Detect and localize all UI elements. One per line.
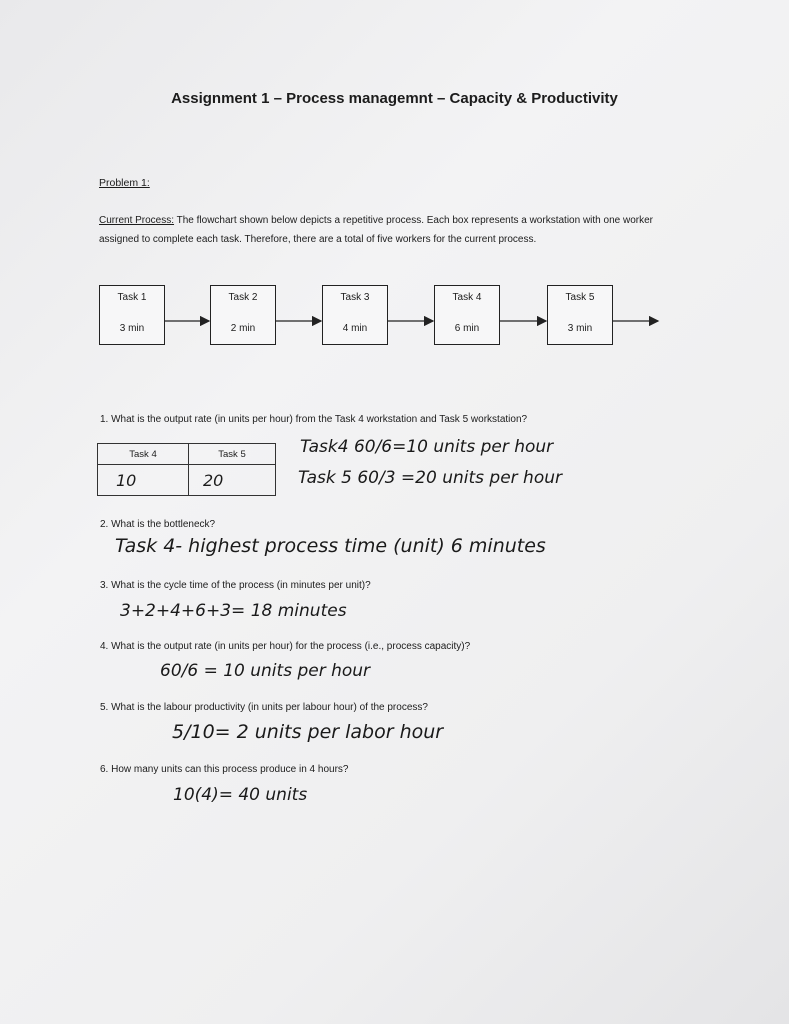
intro-text: The flowchart shown below depicts a repetitive process. Each box represents a workstation with one worker assigned to complete each task. Therefore, there are a total of five workers for the current process. — [99, 215, 653, 245]
assignment-title: Assignment 1 – Process managemnt – Capacity & Productivity — [171, 90, 618, 107]
task-name: Task 1 — [117, 292, 147, 303]
task-name: Task 2 — [228, 292, 258, 303]
task-time: 3 min — [119, 323, 145, 334]
problem-label: Problem 1: — [99, 177, 150, 189]
question-3: 3. What is the cycle time of the process (in minutes per unit)? — [100, 580, 371, 591]
table-value-task5: 20 — [189, 465, 276, 496]
question-4: 4. What is the output rate (in units per hour) for the process (i.e., process capacity)? — [100, 641, 471, 652]
table-header-task5: Task 5 — [189, 444, 276, 465]
question-1: 1. What is the output rate (in units per hour) from the Task 4 workstation and Task 5 workstation? — [100, 414, 528, 425]
q1-answer-task5: Task 5 60/3 =20 units per hour — [298, 468, 562, 488]
q1-answer-table — [97, 443, 276, 496]
q6-answer: 10(4)= 40 units — [173, 785, 308, 805]
task-time: 2 min — [230, 323, 256, 334]
q1-answer-task4: Task4 60/6=10 units per hour — [300, 437, 554, 457]
task-time: 6 min — [454, 323, 480, 334]
flowchart-arrows — [0, 0, 789, 400]
task-time: 3 min — [567, 323, 593, 334]
task-name: Task 4 — [452, 292, 482, 303]
task-time: 4 min — [342, 323, 368, 334]
question-2: 2. What is the bottleneck? — [100, 519, 216, 530]
task-name: Task 5 — [565, 292, 595, 303]
current-process-label: Current Process: — [99, 215, 175, 226]
q3-answer: 3+2+4+6+3= 18 minutes — [120, 601, 347, 621]
question-6: 6. How many units can this process produce in 4 hours? — [100, 764, 349, 775]
table-value-task4: 10 — [98, 465, 189, 496]
table-header-task4: Task 4 — [98, 444, 189, 465]
question-5: 5. What is the labour productivity (in units per labour hour) of the process? — [100, 702, 428, 713]
q5-answer: 5/10= 2 units per labor hour — [172, 721, 444, 743]
task-name: Task 3 — [340, 292, 370, 303]
q2-answer: Task 4- highest process time (unit) 6 minutes — [115, 535, 546, 557]
q4-answer: 60/6 = 10 units per hour — [160, 661, 371, 681]
